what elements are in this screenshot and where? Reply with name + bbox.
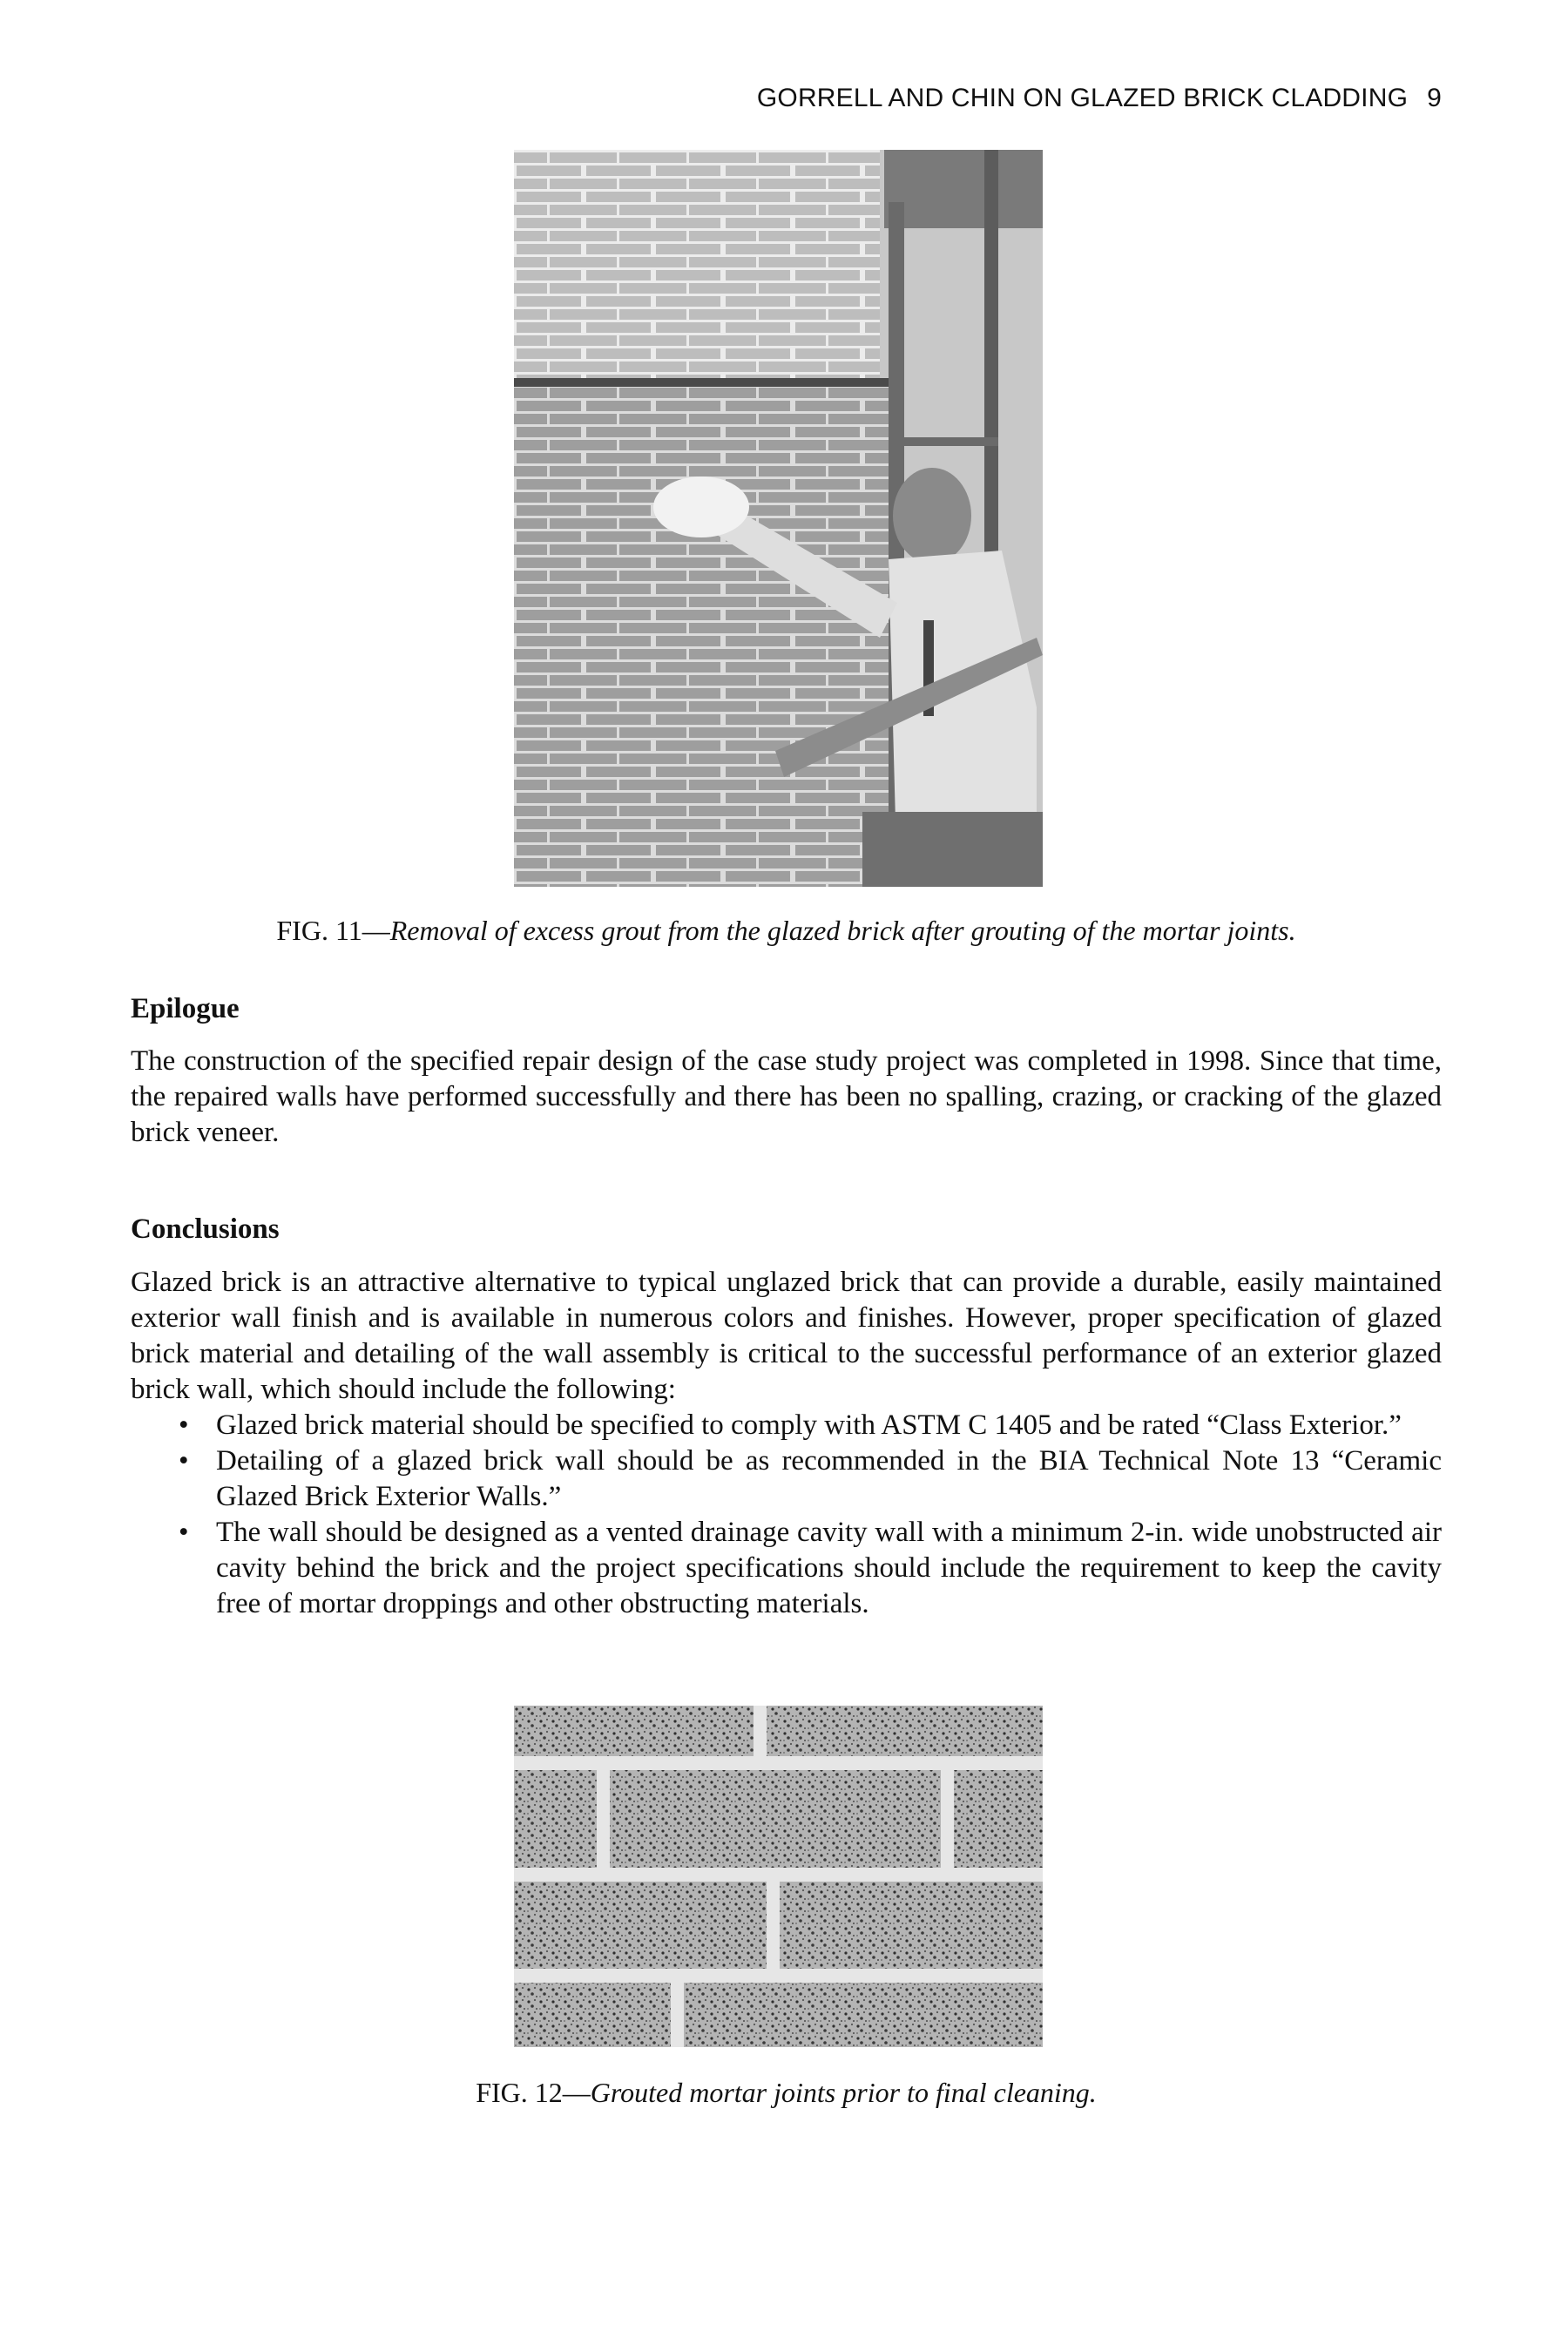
figure-11-caption: [131, 915, 1442, 947]
figure-12-caption: [131, 2077, 1442, 2109]
list-item: [131, 1443, 1442, 1515]
figure-12-image: [514, 1706, 1043, 2047]
conclusions-heading: Conclusions: [131, 1213, 280, 1245]
bullet-text: Detailing of a glazed brick wall should be as recommended in the BIA Technical Note 13 “Ceramic Glazed Brick Exterior Walls.”: [216, 1445, 1442, 1512]
figure-12-caption-text: Grouted mortar joints prior to final cleaning.: [590, 2077, 1097, 2108]
page-number: 9: [1427, 84, 1442, 112]
conclusions-bullet-list: [131, 1408, 1442, 1622]
list-item: [131, 1408, 1442, 1443]
figure-11-caption-text: Removal of excess grout from the glazed brick after grouting of the mortar joints.: [389, 915, 1296, 946]
figure-11-photo: [514, 150, 1043, 887]
figure-11-label: FIG. 11—: [276, 915, 390, 946]
bullet-text: Glazed brick material should be specified to comply with ASTM C 1405 and be rated “Class Exterior.”: [216, 1409, 1402, 1441]
conclusions-paragraph: Glazed brick is an attractive alternative to typical unglazed brick that can provide a durable, easily maintained exterior wall finish and is available in numerous colors and finishes. However, proper specification of glazed brick material and detailing of the wall assembly is critical to the successful performance of an exterior glazed brick wall, which should include the following:: [131, 1267, 1442, 1405]
epilogue-heading: Epilogue: [131, 993, 240, 1024]
epilogue-paragraph: The construction of the specified repair design of the case study project was completed in 1998. Since that time, the repaired walls have performed successfully and there has been no spalling, crazing, or cracking of the glazed brick veneer.: [131, 1045, 1442, 1148]
figure-12-photo: [514, 1706, 1043, 2047]
figure-12-label: FIG. 12—: [476, 2077, 591, 2108]
running-title: GORRELL AND CHIN ON GLAZED BRICK CLADDING: [756, 84, 1409, 112]
running-header: [131, 84, 1442, 113]
bullet-icon: •: [179, 1409, 189, 1441]
bullet-text: The wall should be designed as a vented drainage cavity wall with a minimum 2-in. wide unobstructed air cavity behind the brick and the project specifications should include the requirement to keep the cavity free of mortar droppings and other obstructing materials.: [216, 1517, 1442, 1619]
list-item: [131, 1515, 1442, 1622]
bullet-icon: •: [179, 1445, 189, 1477]
bullet-icon: •: [179, 1517, 189, 1548]
figure-11-image: [514, 150, 1043, 887]
